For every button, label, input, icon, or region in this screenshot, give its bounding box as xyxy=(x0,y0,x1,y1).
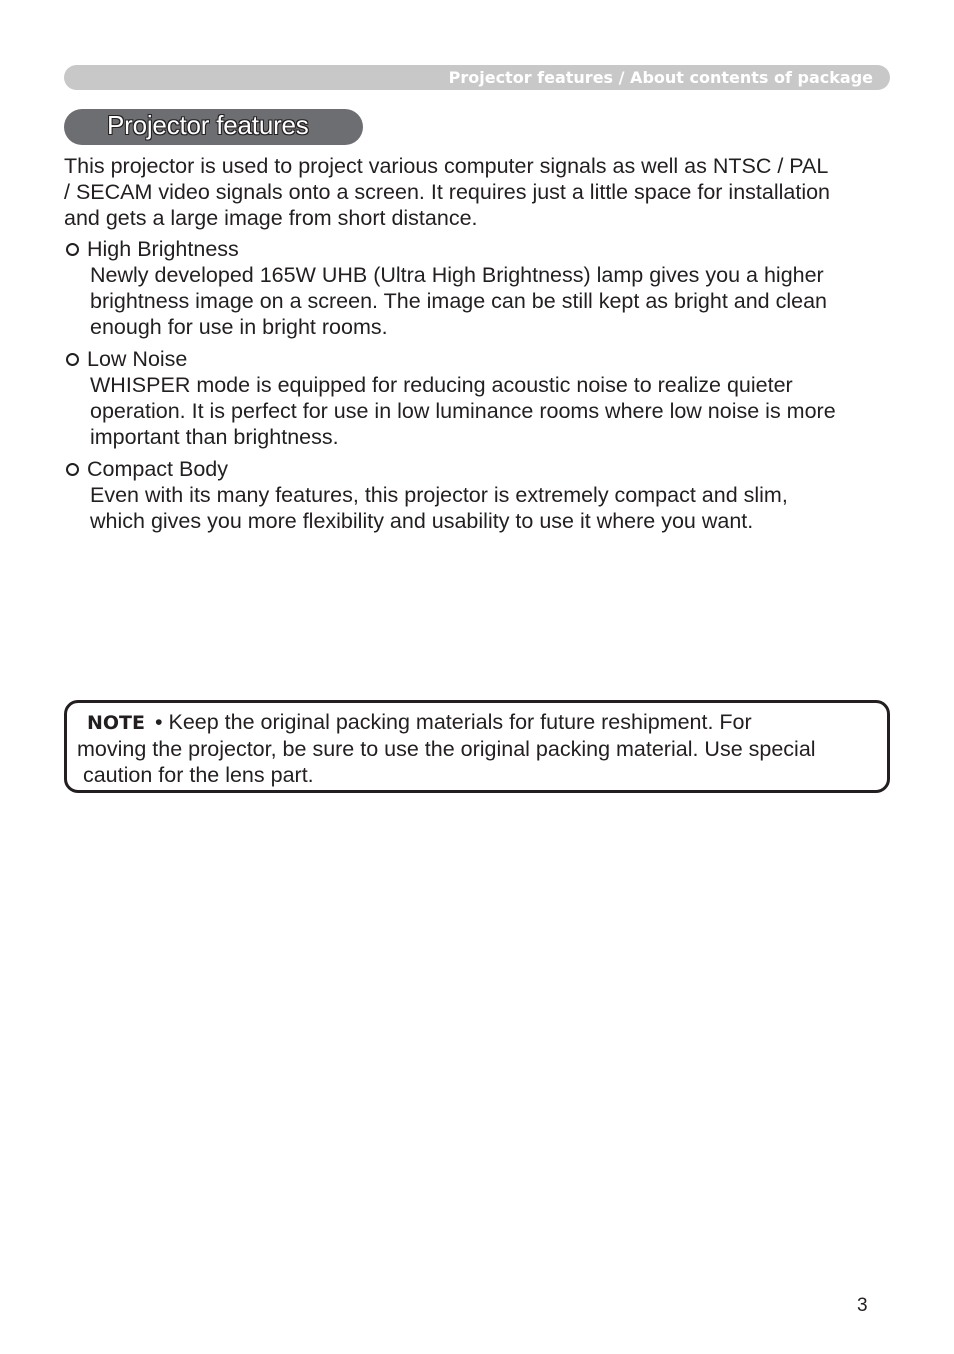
feature-high-brightness xyxy=(64,236,886,340)
main-content xyxy=(64,153,886,540)
running-header-bar xyxy=(64,65,890,90)
note-box xyxy=(64,700,890,793)
feature-line: operation. It is perfect for use in low luminance rooms where low noise is more xyxy=(90,399,836,423)
note-line: caution for the lens part. xyxy=(77,763,314,787)
feature-title: Compact Body xyxy=(87,457,229,481)
circle-bullet-icon xyxy=(66,463,79,476)
intro-line: and gets a large image from short distance. xyxy=(64,206,478,230)
note-text xyxy=(77,709,877,788)
feature-line: which gives you more flexibility and usability to use it where you want. xyxy=(90,509,754,533)
running-header-title: Projector features / About contents of package xyxy=(448,68,873,87)
circle-bullet-icon xyxy=(66,243,79,256)
feature-title: Low Noise xyxy=(87,347,188,371)
page-number: 3 xyxy=(857,1295,868,1316)
feature-line: Newly developed 165W UHB (Ultra High Brightness) lamp gives you a higher xyxy=(90,263,824,287)
feature-description xyxy=(90,372,886,450)
feature-low-noise xyxy=(64,346,886,450)
section-title: Projector features xyxy=(107,110,309,140)
feature-description xyxy=(90,482,886,534)
feature-line: enough for use in bright rooms. xyxy=(90,315,388,339)
note-label: NOTE xyxy=(87,712,145,734)
intro-line: This projector is used to project various computer signals as well as NTSC / PAL xyxy=(64,154,829,178)
feature-line: brightness image on a screen. The image can be still kept as bright and clean xyxy=(90,289,828,313)
feature-line: WHISPER mode is equipped for reducing acoustic noise to realize quieter xyxy=(90,373,793,397)
note-line: • Keep the original packing materials for future reshipment. For xyxy=(155,710,752,734)
intro-paragraph xyxy=(64,153,886,231)
feature-title: High Brightness xyxy=(87,237,239,261)
feature-line: important than brightness. xyxy=(90,425,339,449)
feature-compact-body xyxy=(64,456,886,534)
intro-line: / SECAM video signals onto a screen. It requires just a little space for installation xyxy=(64,180,831,204)
note-line: moving the projector, be sure to use the original packing material. Use special xyxy=(77,737,816,761)
feature-line: Even with its many features, this projector is extremely compact and slim, xyxy=(90,483,788,507)
feature-description xyxy=(90,262,886,340)
section-heading-pill xyxy=(64,109,363,145)
circle-bullet-icon xyxy=(66,353,79,366)
